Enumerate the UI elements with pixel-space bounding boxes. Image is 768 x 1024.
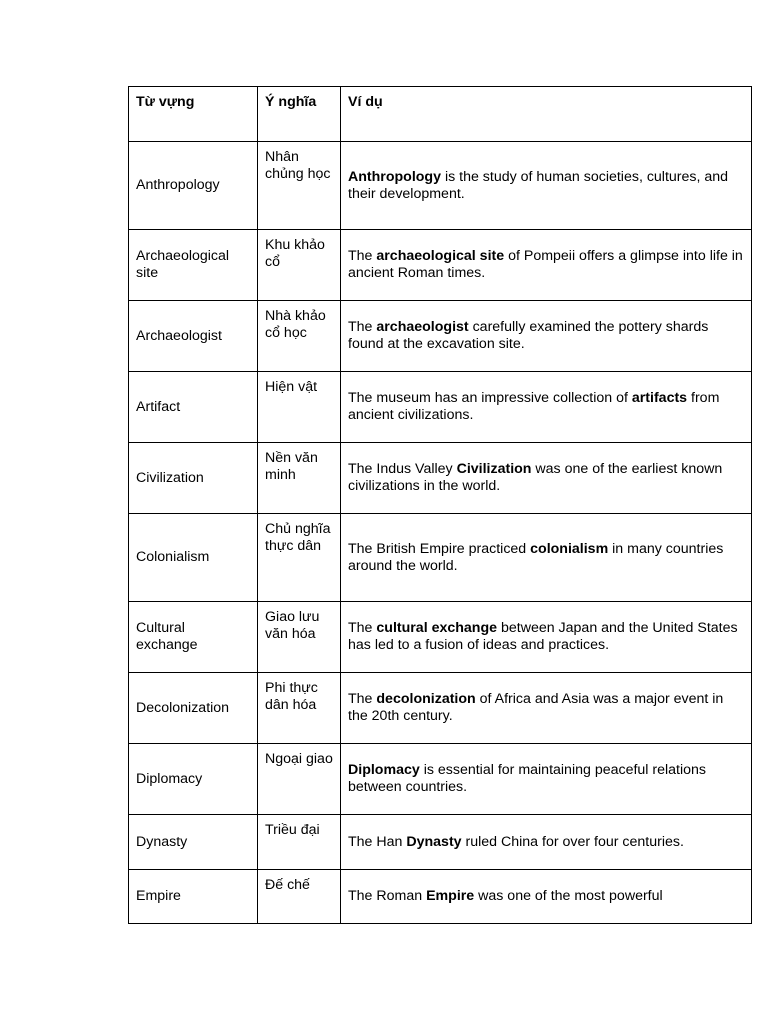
example-keyword: archaeological site (376, 248, 505, 264)
vocabulary-table (128, 86, 752, 924)
example-text: The Han (348, 833, 407, 850)
cell-word: Artifact (129, 372, 258, 443)
cell-word: Archaeologist (129, 301, 258, 372)
table-row (129, 514, 752, 602)
cell-meaning: Triều đại (258, 815, 341, 870)
example-text: in many countries around the world. (348, 540, 724, 574)
example-text: The museum has an impressive collection of (348, 390, 632, 406)
example-text: The Roman (348, 888, 427, 904)
table-row (129, 744, 752, 815)
cell-example (341, 372, 752, 443)
example-keyword: Empire (426, 888, 475, 904)
example-keyword: colonialism (530, 540, 609, 557)
example-text: of Pompeii offers a glimpse into life in ancient Roman times. (348, 248, 743, 281)
example-keyword: artifacts (631, 390, 688, 406)
table-row (129, 443, 752, 514)
example-text: was one of the earliest known civilizations in the world. (348, 461, 723, 494)
cell-word: Empire (129, 870, 258, 924)
cell-meaning: Nền văn minh (258, 443, 341, 514)
table-row (129, 602, 752, 673)
cell-example (341, 301, 752, 372)
table-row (129, 673, 752, 744)
table-row (129, 870, 752, 924)
example-text: carefully examined the pottery shards found at the excavation site. (348, 319, 709, 352)
cell-word: Decolonization (129, 673, 258, 744)
example-keyword: cultural exchange (376, 620, 498, 636)
example-text: The (348, 691, 377, 707)
example-text: between Japan and the United States has led to a fusion of ideas and practices. (348, 620, 738, 653)
cell-example (341, 870, 752, 924)
example-text: from ancient civilizations. (348, 390, 720, 423)
table-row (129, 372, 752, 443)
cell-example (341, 443, 752, 514)
table-row (129, 815, 752, 870)
table-header-row (129, 87, 752, 142)
header-example: Ví dụ (341, 87, 752, 142)
example-text: was one of the most powerful (474, 888, 663, 904)
cell-meaning: Hiện vật (258, 372, 341, 443)
cell-meaning: Giao lưu văn hóa (258, 602, 341, 673)
example-keyword: decolonization (376, 691, 476, 707)
example-text: The (348, 620, 377, 636)
example-keyword: Diplomacy (348, 762, 420, 778)
cell-meaning: Ngoại giao (258, 744, 341, 815)
example-text: The (348, 248, 377, 264)
cell-example (341, 142, 752, 230)
table-row (129, 230, 752, 301)
example-text: is essential for maintaining peaceful relations between countries. (348, 762, 707, 795)
cell-meaning: Nhân chủng học (258, 142, 341, 230)
cell-word: Cultural exchange (129, 602, 258, 673)
example-text: The British Empire practiced (348, 540, 531, 557)
table-body (129, 142, 752, 924)
example-keyword: Dynasty (406, 833, 462, 850)
cell-example (341, 230, 752, 301)
example-text: is the study of human societies, cultures, and their development. (348, 168, 729, 202)
cell-word: Archaeological site (129, 230, 258, 301)
table-row (129, 301, 752, 372)
example-text: ruled China for over four centuries. (461, 833, 684, 850)
cell-meaning: Chủ nghĩa thực dân (258, 514, 341, 602)
example-keyword: archaeologist (376, 319, 469, 335)
cell-example (341, 514, 752, 602)
cell-meaning: Phi thực dân hóa (258, 673, 341, 744)
cell-word: Anthropology (129, 142, 258, 230)
table-row (129, 142, 752, 230)
cell-word: Diplomacy (129, 744, 258, 815)
example-text: of Africa and Asia was a major event in the 20th century. (348, 691, 724, 724)
cell-word: Colonialism (129, 514, 258, 602)
cell-word: Dynasty (129, 815, 258, 870)
cell-example (341, 673, 752, 744)
example-keyword: Anthropology (348, 168, 441, 185)
example-text: The (348, 319, 377, 335)
header-meaning: Ý nghĩa (258, 87, 341, 142)
cell-example (341, 744, 752, 815)
header-word: Từ vựng (129, 87, 258, 142)
example-keyword: Civilization (456, 461, 532, 477)
cell-meaning: Khu khảo cổ (258, 230, 341, 301)
cell-example (341, 815, 752, 870)
cell-example (341, 602, 752, 673)
example-text: The Indus Valley (348, 461, 457, 477)
cell-meaning: Nhà khảo cổ học (258, 301, 341, 372)
cell-word: Civilization (129, 443, 258, 514)
cell-meaning: Đế chế (258, 870, 341, 924)
